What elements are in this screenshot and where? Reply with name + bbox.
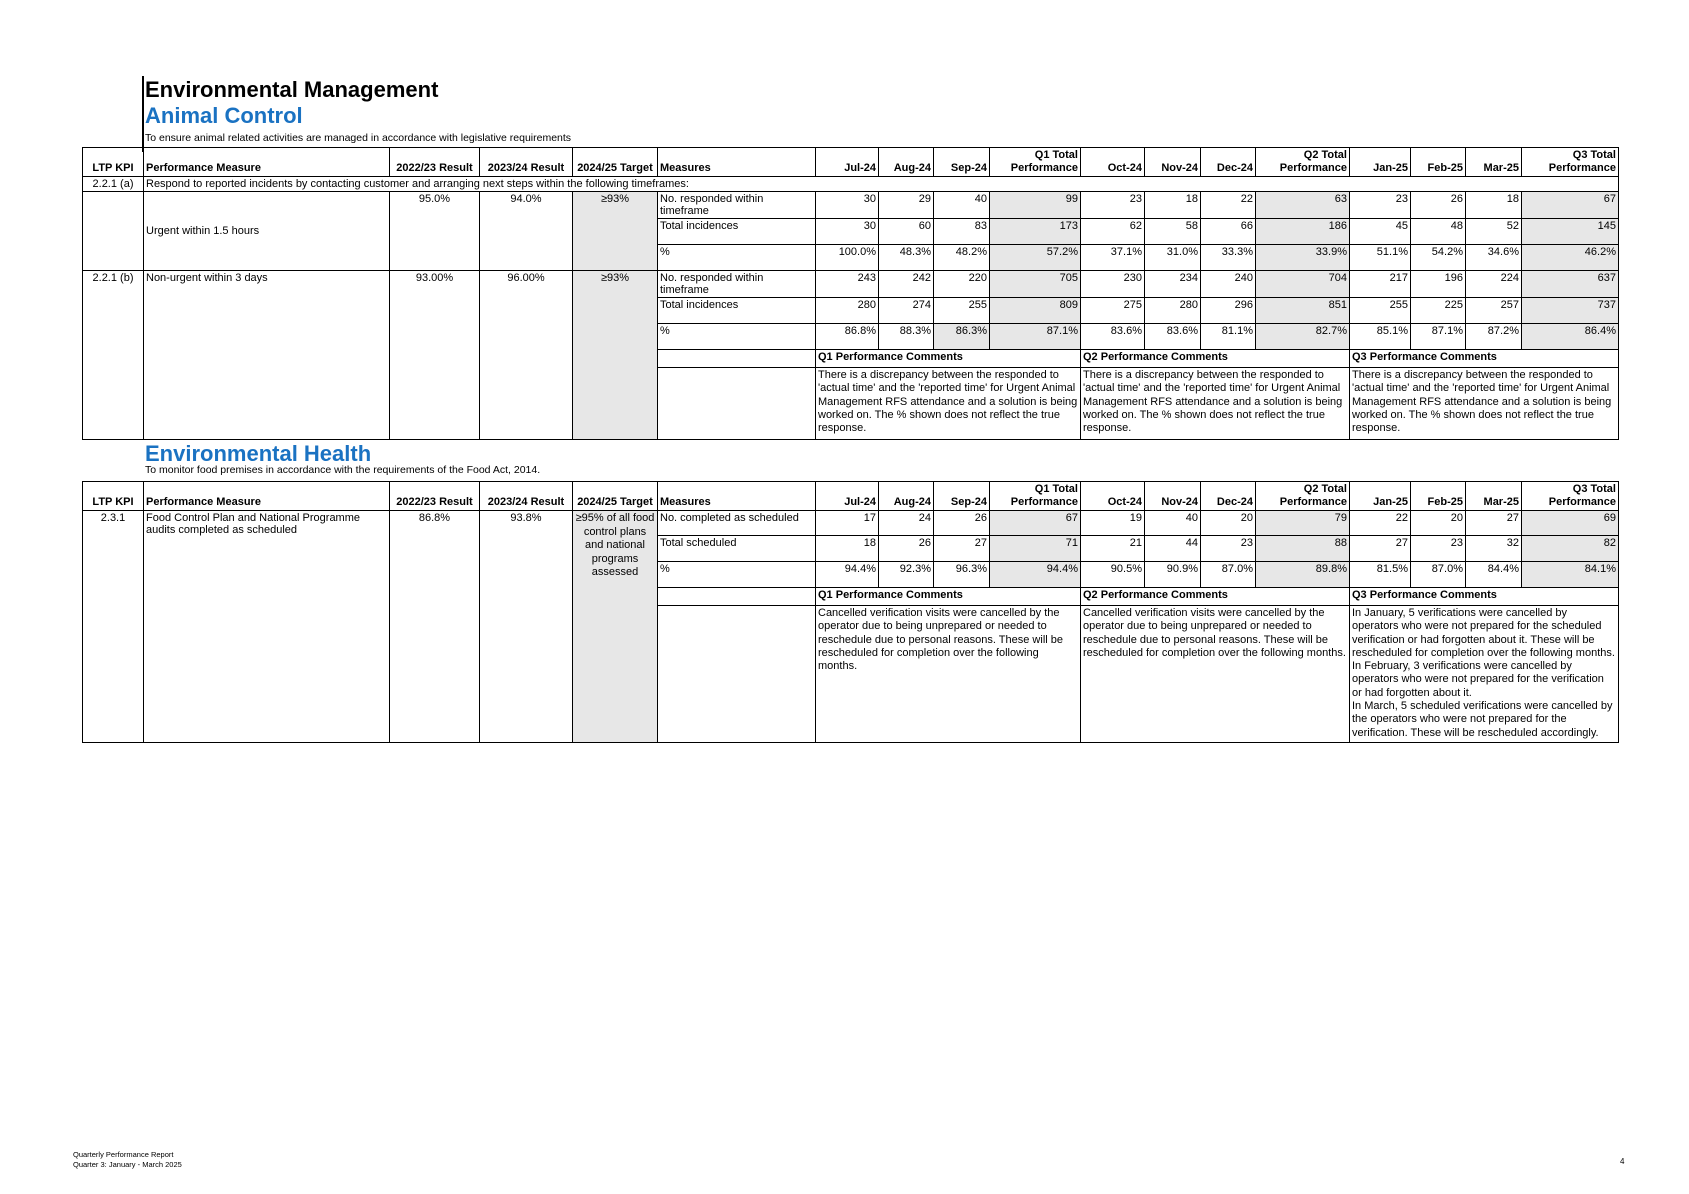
target-2024: ≥93% — [573, 192, 658, 271]
header-jul: Jul-24 — [816, 482, 879, 511]
footer — [73, 1150, 182, 1169]
header-nov: Nov-24 — [1145, 482, 1201, 511]
q2-comment: Cancelled verification visits were cancelled by the operator due to being unprepared or needed to reschedule due to personal reasons. These will be rescheduled for completion over the following months. — [1081, 606, 1350, 743]
performance-measure: Urgent within 1.5 hours — [144, 192, 390, 271]
cell-q-total: 69 — [1522, 511, 1619, 536]
cell-value: 48.2% — [934, 245, 990, 271]
page-number: 4 — [1620, 1157, 1625, 1166]
header-mar: Mar-25 — [1466, 148, 1522, 177]
header-jul: Jul-24 — [816, 148, 879, 177]
measure-label: No. responded within timeframe — [658, 271, 816, 298]
cell-value: 86.8% — [816, 324, 879, 350]
cell-value: 240 — [1201, 271, 1256, 298]
header-q3-total: Q3 Total Performance — [1522, 482, 1619, 511]
cell-value: 27 — [1350, 536, 1411, 562]
cell-value: 23 — [1411, 536, 1466, 562]
cell-value: 90.9% — [1145, 562, 1201, 588]
kpi-code: 2.2.1 (b) — [83, 271, 144, 440]
measure-label: Total incidences — [658, 219, 816, 245]
cell-value: 44 — [1145, 536, 1201, 562]
header-dec: Dec-24 — [1201, 482, 1256, 511]
cell-value: 257 — [1466, 298, 1522, 324]
comments-spacer — [658, 606, 816, 743]
header-q3-total: Q3 Total Performance — [1522, 148, 1619, 177]
page-title: Environmental Management — [145, 77, 439, 102]
cell-value: 48.3% — [879, 245, 934, 271]
header-dec: Dec-24 — [1201, 148, 1256, 177]
cell-value: 18 — [816, 536, 879, 562]
cell-value: 280 — [1145, 298, 1201, 324]
header-q2-total: Q2 Total Performance — [1256, 148, 1350, 177]
cell-q-total: 705 — [990, 271, 1081, 298]
table-row — [83, 271, 1619, 298]
cell-value: 280 — [816, 298, 879, 324]
q1-comments-heading: Q1 Performance Comments — [816, 588, 1081, 606]
section-description-environmental-health: To monitor food premises in accordance with the requirements of the Food Act, 2014. — [145, 464, 541, 476]
header-aug: Aug-24 — [879, 482, 934, 511]
cell-value: 52 — [1466, 219, 1522, 245]
header-aug: Aug-24 — [879, 148, 934, 177]
cell-value: 17 — [816, 511, 879, 536]
cell-q-total: 145 — [1522, 219, 1619, 245]
cell-value: 20 — [1201, 511, 1256, 536]
cell-value: 27 — [1466, 511, 1522, 536]
table-header-row — [83, 482, 1619, 511]
cell-value: 45 — [1350, 219, 1411, 245]
cell-value: 86.3% — [934, 324, 990, 350]
header-result-2022: 2022/23 Result — [390, 482, 480, 511]
q3-comments-heading: Q3 Performance Comments — [1350, 588, 1619, 606]
cell-value: 225 — [1411, 298, 1466, 324]
header-ltp-kpi: LTP KPI — [83, 148, 144, 177]
cell-q-total: 186 — [1256, 219, 1350, 245]
cell-value: 31.0% — [1145, 245, 1201, 271]
result-2023: 93.8% — [480, 511, 573, 743]
result-2022: 86.8% — [390, 511, 480, 743]
cell-q-total: 809 — [990, 298, 1081, 324]
header-result-2023: 2023/24 Result — [480, 148, 573, 177]
cell-q-total: 87.1% — [990, 324, 1081, 350]
cell-value: 66 — [1201, 219, 1256, 245]
kpi-code: 2.3.1 — [83, 511, 144, 743]
cell-value: 196 — [1411, 271, 1466, 298]
cell-q-total: 89.8% — [1256, 562, 1350, 588]
cell-value: 54.2% — [1411, 245, 1466, 271]
cell-value: 87.1% — [1411, 324, 1466, 350]
header-oct: Oct-24 — [1081, 148, 1145, 177]
performance-measure: Food Control Plan and National Programme audits completed as scheduled — [144, 511, 390, 743]
result-2023: 94.0% — [480, 192, 573, 271]
kpi-code: 2.2.1 (a) — [83, 177, 144, 192]
cell-q-total: 704 — [1256, 271, 1350, 298]
cell-value: 33.3% — [1201, 245, 1256, 271]
header-jan: Jan-25 — [1350, 482, 1411, 511]
q3-comment-february: In February, 3 verifications were cancelled by operators who were not prepared for the verification or had forgotten about it. — [1352, 660, 1604, 699]
target-2024: ≥93% — [573, 271, 658, 440]
q2-comments-heading: Q2 Performance Comments — [1081, 350, 1350, 368]
cell-value: 255 — [1350, 298, 1411, 324]
animal-control-table — [82, 147, 1619, 440]
comments-spacer — [658, 350, 816, 368]
cell-value: 62 — [1081, 219, 1145, 245]
cell-value: 21 — [1081, 536, 1145, 562]
cell-value: 20 — [1411, 511, 1466, 536]
cell-value: 90.5% — [1081, 562, 1145, 588]
cell-value: 26 — [934, 511, 990, 536]
cell-value: 217 — [1350, 271, 1411, 298]
cell-value: 243 — [816, 271, 879, 298]
cell-q-total: 851 — [1256, 298, 1350, 324]
cell-value: 22 — [1201, 192, 1256, 219]
q2-comment: There is a discrepancy between the responded to 'actual time' and the 'reported time' for Urgent Animal Management RFS attendance and a solution is being worked on. The % shown does not reflect the true response. — [1081, 368, 1350, 440]
cell-q-total: 71 — [990, 536, 1081, 562]
cell-q-total: 82 — [1522, 536, 1619, 562]
cell-q-total: 173 — [990, 219, 1081, 245]
cell-q-total: 57.2% — [990, 245, 1081, 271]
q2-comments-heading: Q2 Performance Comments — [1081, 588, 1350, 606]
target-2024: ≥95% of all food control plans and national programs assessed — [573, 511, 658, 743]
kpi-intro-text: Respond to reported incidents by contacting customer and arranging next steps within the following timeframes: — [144, 177, 1619, 192]
cell-value: 18 — [1145, 192, 1201, 219]
footer-quarter: Quarter 3: January - March 2025 — [73, 1159, 182, 1169]
cell-q-total: 46.2% — [1522, 245, 1619, 271]
cell-value: 83.6% — [1145, 324, 1201, 350]
cell-value: 30 — [816, 192, 879, 219]
q1-comments-heading: Q1 Performance Comments — [816, 350, 1081, 368]
cell-value: 83.6% — [1081, 324, 1145, 350]
cell-value: 88.3% — [879, 324, 934, 350]
cell-value: 100.0% — [816, 245, 879, 271]
result-2022: 93.00% — [390, 271, 480, 440]
cell-value: 30 — [816, 219, 879, 245]
cell-q-total: 63 — [1256, 192, 1350, 219]
table-header-row — [83, 148, 1619, 177]
cell-value: 58 — [1145, 219, 1201, 245]
header-performance-measure: Performance Measure — [144, 482, 390, 511]
cell-value: 51.1% — [1350, 245, 1411, 271]
q3-comment-march: In March, 5 scheduled verifications were cancelled by the operators who were not prepared for the verification. These will be rescheduled accordingly. — [1352, 700, 1613, 739]
cell-value: 40 — [1145, 511, 1201, 536]
cell-q-total: 82.7% — [1256, 324, 1350, 350]
cell-value: 87.0% — [1201, 562, 1256, 588]
header-q2-total: Q2 Total Performance — [1256, 482, 1350, 511]
section-description-animal-control: To ensure animal related activities are managed in accordance with legislative requirements — [145, 132, 572, 144]
measure-label: % — [658, 245, 816, 271]
footer-report-name: Quarterly Performance Report — [73, 1150, 174, 1159]
q3-comment-january: In January, 5 verifications were cancelled by operators who were not prepared for the scheduled verification or had forgotten about it. These will be rescheduled for completion over the following months. — [1352, 607, 1615, 659]
header-oct: Oct-24 — [1081, 482, 1145, 511]
cell-q-total: 67 — [1522, 192, 1619, 219]
header-measures: Measures — [658, 482, 816, 511]
cell-value: 220 — [934, 271, 990, 298]
cell-value: 96.3% — [934, 562, 990, 588]
comments-spacer — [658, 368, 816, 440]
measure-label: Total scheduled — [658, 536, 816, 562]
q1-comment: There is a discrepancy between the responded to 'actual time' and the 'reported time' for Urgent Animal Management RFS attendance and a solution is being worked on. The % shown does not reflect the true response. — [816, 368, 1081, 440]
cell-value: 60 — [879, 219, 934, 245]
cell-q-total: 86.4% — [1522, 324, 1619, 350]
table-row — [83, 511, 1619, 536]
cell-q-total: 737 — [1522, 298, 1619, 324]
q3-comment — [1350, 606, 1619, 743]
cell-value: 18 — [1466, 192, 1522, 219]
environmental-health-table — [82, 481, 1619, 743]
header-sep: Sep-24 — [934, 148, 990, 177]
header-result-2023: 2023/24 Result — [480, 482, 573, 511]
cell-value: 81.1% — [1201, 324, 1256, 350]
cell-value: 275 — [1081, 298, 1145, 324]
cell-value: 23 — [1201, 536, 1256, 562]
cell-value: 26 — [1411, 192, 1466, 219]
result-2023: 96.00% — [480, 271, 573, 440]
cell-value: 94.4% — [816, 562, 879, 588]
cell-value: 19 — [1081, 511, 1145, 536]
section-title-environmental-health: Environmental Health — [145, 441, 372, 466]
cell-q-total: 94.4% — [990, 562, 1081, 588]
header-feb: Feb-25 — [1411, 482, 1466, 511]
cell-value: 24 — [879, 511, 934, 536]
cell-value: 234 — [1145, 271, 1201, 298]
cell-q-total: 99 — [990, 192, 1081, 219]
cell-q-total: 67 — [990, 511, 1081, 536]
measure-label: No. completed as scheduled — [658, 511, 816, 536]
table-row — [83, 177, 1619, 192]
q3-comment: There is a discrepancy between the responded to 'actual time' and the 'reported time' for Urgent Animal Management RFS attendance and a solution is being worked on. The % shown does not reflect the true response. — [1350, 368, 1619, 440]
cell-value: 48 — [1411, 219, 1466, 245]
header-nov: Nov-24 — [1145, 148, 1201, 177]
cell-value: 230 — [1081, 271, 1145, 298]
cell-q-total: 637 — [1522, 271, 1619, 298]
cell-q-total: 79 — [1256, 511, 1350, 536]
cell-value: 23 — [1081, 192, 1145, 219]
header-q1-total: Q1 Total Performance — [990, 482, 1081, 511]
cell-value: 87.2% — [1466, 324, 1522, 350]
cell-value: 255 — [934, 298, 990, 324]
cell-value: 23 — [1350, 192, 1411, 219]
q1-comment: Cancelled verification visits were cancelled by the operator due to being unprepared or needed to reschedule due to personal reasons. These will be rescheduled for completion over the following months. — [816, 606, 1081, 743]
cell-value: 34.6% — [1466, 245, 1522, 271]
title-divider-line — [142, 76, 144, 152]
header-target-2024: 2024/25 Target — [573, 148, 658, 177]
cell-q-total: 88 — [1256, 536, 1350, 562]
cell-value: 274 — [879, 298, 934, 324]
comments-spacer — [658, 588, 816, 606]
cell-value: 92.3% — [879, 562, 934, 588]
header-performance-measure: Performance Measure — [144, 148, 390, 177]
cell-value: 37.1% — [1081, 245, 1145, 271]
cell-value: 83 — [934, 219, 990, 245]
header-ltp-kpi: LTP KPI — [83, 482, 144, 511]
header-q1-total: Q1 Total Performance — [990, 148, 1081, 177]
header-target-2024: 2024/25 Target — [573, 482, 658, 511]
header-feb: Feb-25 — [1411, 148, 1466, 177]
cell-q-total: 84.1% — [1522, 562, 1619, 588]
cell-value: 22 — [1350, 511, 1411, 536]
cell-value: 87.0% — [1411, 562, 1466, 588]
cell-value: 84.4% — [1466, 562, 1522, 588]
cell-value: 85.1% — [1350, 324, 1411, 350]
header-sep: Sep-24 — [934, 482, 990, 511]
header-result-2022: 2022/23 Result — [390, 148, 480, 177]
cell-q-total: 33.9% — [1256, 245, 1350, 271]
performance-measure: Non-urgent within 3 days — [144, 271, 390, 440]
kpi-code-empty — [83, 192, 144, 271]
measure-label: Total incidences — [658, 298, 816, 324]
header-measures: Measures — [658, 148, 816, 177]
measure-label: % — [658, 324, 816, 350]
result-2022: 95.0% — [390, 192, 480, 271]
cell-value: 81.5% — [1350, 562, 1411, 588]
cell-value: 26 — [879, 536, 934, 562]
measure-label: No. responded within timeframe — [658, 192, 816, 219]
cell-value: 224 — [1466, 271, 1522, 298]
table-row — [83, 192, 1619, 219]
cell-value: 296 — [1201, 298, 1256, 324]
cell-value: 29 — [879, 192, 934, 219]
cell-value: 27 — [934, 536, 990, 562]
cell-value: 242 — [879, 271, 934, 298]
cell-value: 40 — [934, 192, 990, 219]
cell-value: 32 — [1466, 536, 1522, 562]
section-title-animal-control: Animal Control — [145, 103, 303, 128]
header-mar: Mar-25 — [1466, 482, 1522, 511]
header-jan: Jan-25 — [1350, 148, 1411, 177]
q3-comments-heading: Q3 Performance Comments — [1350, 350, 1619, 368]
measure-label: % — [658, 562, 816, 588]
